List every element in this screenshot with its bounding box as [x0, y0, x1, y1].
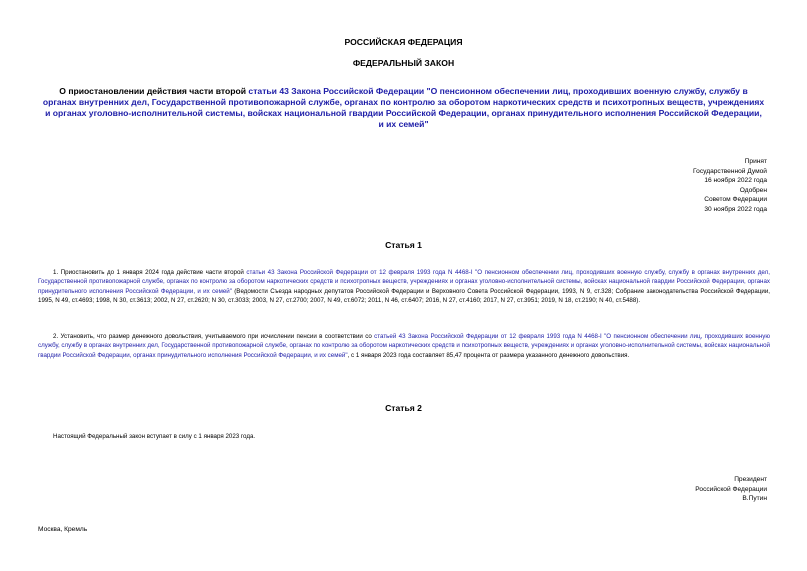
- paragraph-text: 1. Приостановить до 1 января 2024 года действие части второй: [53, 269, 247, 276]
- adoption-line: 16 ноября 2022 года: [704, 177, 767, 185]
- law-title-prefix: О приостановлении действия части второй: [59, 86, 249, 96]
- adoption-line: Советом Федерации: [704, 196, 767, 204]
- paragraph-text: 2. Установить, что размер денежного довольствия, учитываемого при исчислении пенсии в соответствии со: [53, 333, 375, 340]
- adoption-line: 30 ноября 2022 года: [704, 205, 767, 213]
- paragraph-text: (Ведомости Съезда народных депутатов Российской Федерации и Верховного Совета Российской Федерации, 1993, N 9, ст.328; Собрание законодательства Российской Федерации, 1995, N 49, ст.4693; 1998, N 30, ст.3613; 2002, N 27, ст.2620; N 30, ст.3033; 2003, N 27, ст.2700; 2007, N 49, ст.6072; 2011, N 46, ст.6407; 2016, N 27, ст.4160; 2017, N 27, ст.3951; 2019, N 18, ст.2190; N 40, ст.5488).: [38, 287, 770, 304]
- adoption-line: Государственной Думой: [693, 167, 767, 175]
- signature-line: Российской Федерации: [695, 485, 767, 493]
- adoption-line: Одобрен: [739, 186, 767, 194]
- signature-line: В.Путин: [742, 495, 767, 503]
- article-2-paragraph-1: Настоящий Федеральный закон вступает в силу с 1 января 2023 года.: [53, 433, 256, 440]
- article-1-paragraph-1: [38, 268, 770, 305]
- document-type-heading: ФЕДЕРАЛЬНЫЙ ЗАКОН: [352, 58, 455, 68]
- law-reference-link[interactable]: статьи 43 Закона Российской Федерации от 12 февраля 1993 года N 4468-I "О пенсионном обеспечении лиц, проходивших военную службу, службу в органах внутренних дел, Государственной противопожарной службе, органах по контролю за оборотом наркотических средств и психотропных веществ, учреждениях и органах уголовно-исполнительной системы, войсках национальной гвардии Российской Федерации, органах принудительного исполнения Российской Федерации, и их семей": [38, 269, 770, 295]
- law-reference-link[interactable]: статьей 43 Закона Российской Федерации от 12 февраля 1993 года N 4468-I "О пенсионном обеспечении лиц, проходивших военную службу, службу в органах внутренних дел, Государственной противопожарной службе, органах по контролю за оборотом наркотических средств и психотропных веществ, учреждениях и органах уголовно-исполнительной системы, войсках национальной гвардии Российской Федерации, органах принудительного исполнения Российской Федерации, и их семей": [38, 333, 770, 359]
- country-heading: РОССИЙСКАЯ ФЕДЕРАЦИЯ: [344, 37, 463, 47]
- signing-place: Москва, Кремль: [38, 526, 88, 533]
- article-1-paragraph-2: [38, 332, 770, 360]
- law-title-link[interactable]: статьи 43 Закона Российской Федерации "О пенсионном обеспечении лиц, проходивших военную службу, службу в органах внутренних дел, Государственной противопожарной службе, органах по контролю за оборотом наркотических средств и психотропных веществ, учреждениях и органах уголовно-исполнительной системы, войсках национальной гвардии Российской Федерации, органах принудительного исполнения Российской Федерации, и их семей": [42, 86, 765, 129]
- adoption-block: [587, 157, 767, 215]
- signature-line: Президент: [734, 476, 767, 483]
- paragraph-text: , с 1 января 2023 года составляет 85,47 процента от размера указанного денежного довольствия.: [347, 351, 630, 359]
- adoption-line: Принят: [744, 158, 767, 165]
- article-1-heading: Статья 1: [385, 240, 422, 250]
- law-title: [42, 86, 765, 130]
- signature-block: [567, 475, 767, 504]
- article-2-heading: Статья 2: [385, 403, 422, 413]
